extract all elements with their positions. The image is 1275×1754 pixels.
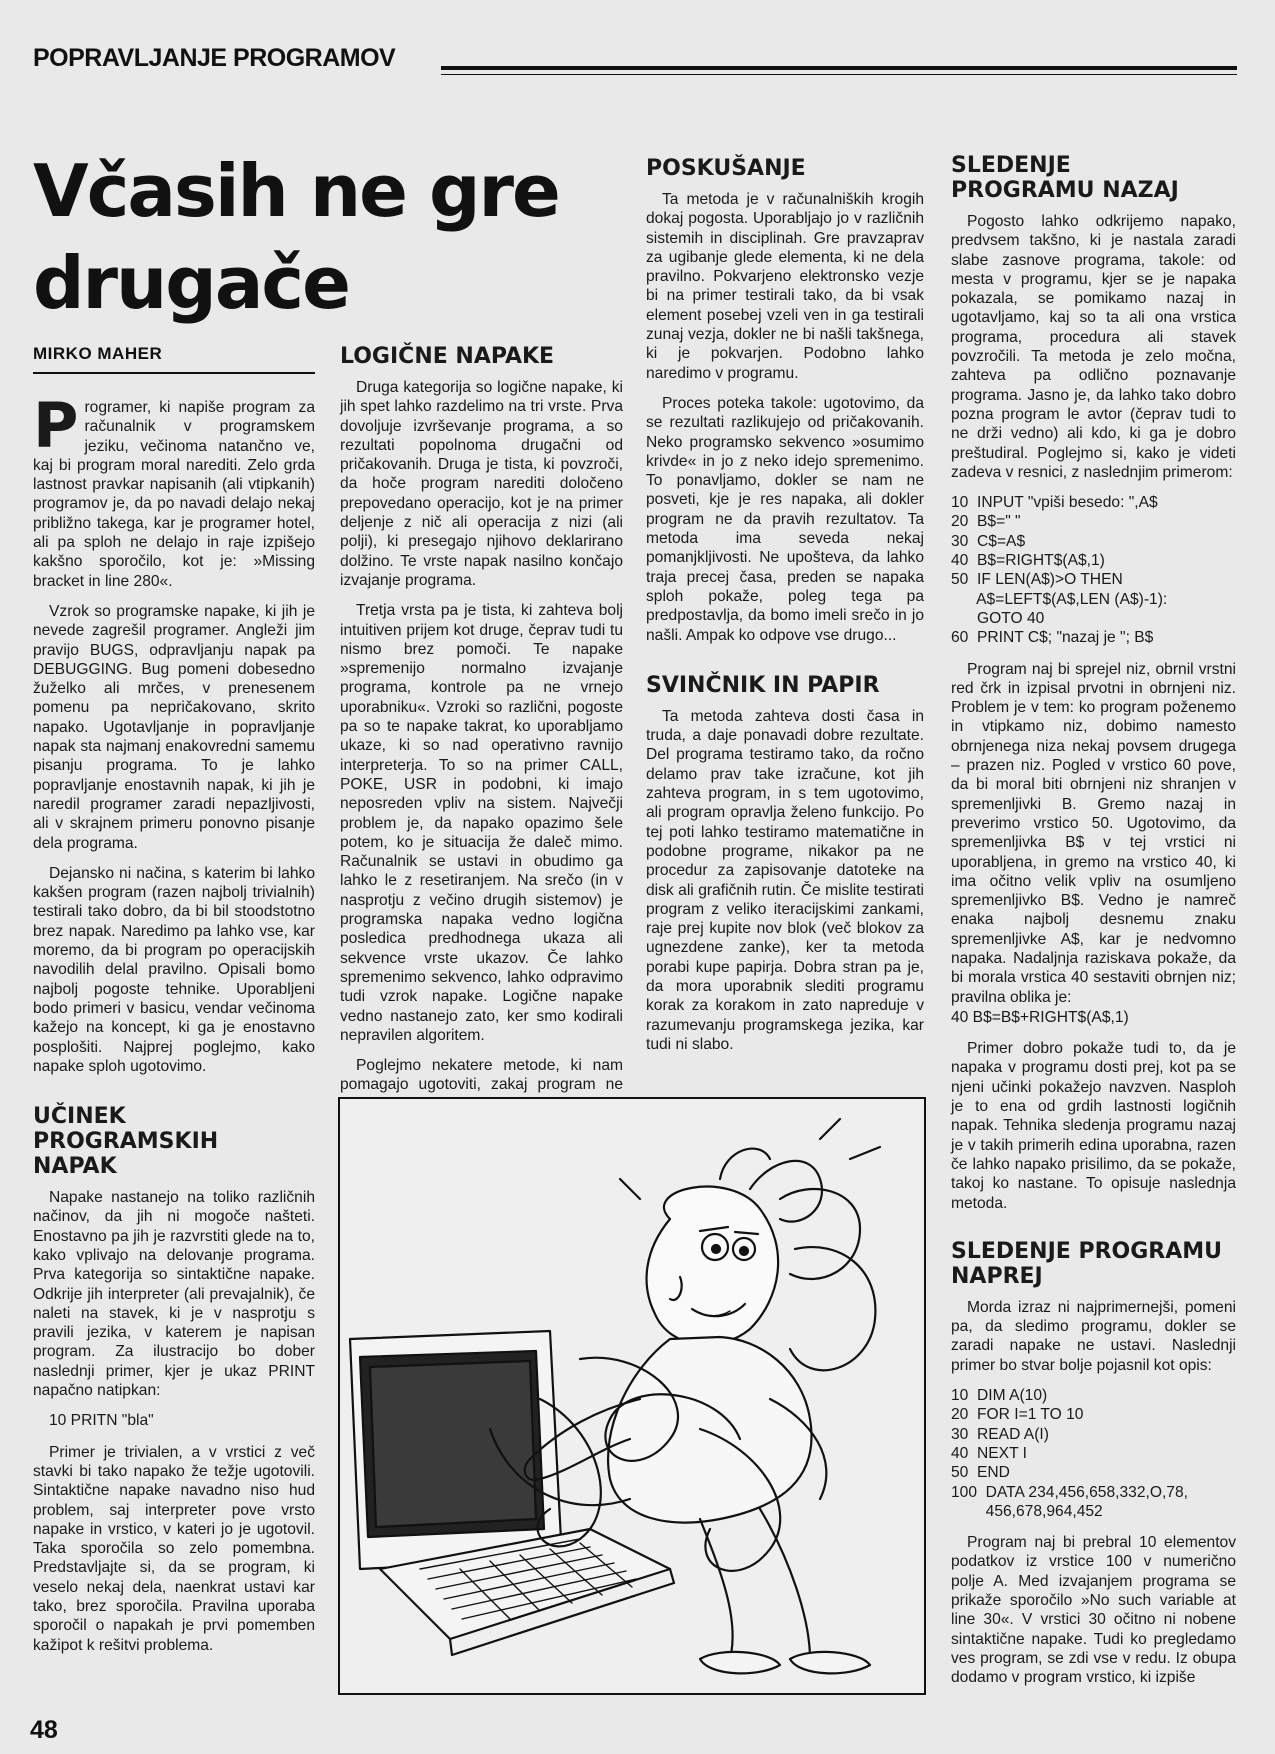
code-line: 60 PRINT C$; "nazaj je "; B$ (951, 629, 1154, 647)
code-line: 40 NEXT I (951, 1444, 1027, 1462)
section-header-rule (441, 66, 1237, 70)
code-line: 40 B$=RIGHT$(A$,1) (951, 552, 1105, 570)
code-line: 30 READ A(I) (951, 1425, 1049, 1443)
section-heading-nazaj: SLEDENJE PROGRAMU NAZAJ (951, 153, 1179, 203)
code-line: 50 END (951, 1464, 1010, 1482)
article-title: Včasih ne gre drugače (33, 149, 559, 325)
section-heading-svincnik: SVINČNIK IN PAPIR (646, 672, 880, 698)
column-4 (951, 153, 1236, 1698)
paragraph: Proces poteka takole: ugotovimo, da se rezultati razlikujejo od pričakovanih. Neko programsko sekvenco »osumimo krivde« in jo z neko idejo spremenimo. To ponavljamo, dokler se nam ne posveti, kje je res napaka, ali dokler program ne da pravih rezultatov. Ta metoda ima seveda nekaj pomanjkljivosti. Ne upošteva, da lahko traja precej časa, preden se napaka sploh pokaže, poleg tega pa predpostavlja, da bomo imeli srečo in jo našli. Ampak ko odpove vse drugo... (646, 394, 924, 644)
paragraph: Poglejmo nekatere metode, ki nam pomagajo ugotoviti, zakaj program ne (340, 1057, 623, 1094)
code-line: 20 FOR I=1 TO 10 (951, 1406, 1084, 1424)
code-example-fix: 40 B$=B$+RIGHT$(A$,1) (951, 1008, 1129, 1026)
paragraph: Program naj bi prebral 10 elementov podatkov iz vrstice 100 v numerično polje A. Med izvajanjem programa se prikaže sporočilo »No such variable at line 30«. V vrstici 30 očitno ni nobene sintaktične napake. Tudi ko pregledamo ves program, se zdi vse v redu. Iz obupa dodamo v program vrstico, ki izpiše (951, 1534, 1236, 1687)
paragraph: Napake nastanejo na toliko različnih načinov, da jih ni mogoče našteti. Enostavno pa jih je razvrstiti glede na to, kako vplivajo na delovanje programa. Prva kategorija so sintaktične napake. Odkrije jih interpreter (ali prevajalnik), če naleti na stavek, ki je v nasprotju s pravili jezika, v katerem je napisan program. Za ilustracijo bo dober naslednji primer, kjer je ukaz PRINT napačno natipkan: (33, 1189, 315, 1400)
section-header (33, 44, 1237, 78)
code-line: 20 B$=" " (951, 513, 1021, 531)
code-line: GOTO 40 (951, 609, 1045, 627)
column-3 (646, 156, 924, 1065)
code-line: 10 DIM A(10) (951, 1387, 1048, 1405)
paragraph: Ta metoda je v računalniških krogih dokaj pogosta. Uporabljajo jo v različnih sistemih in disciplinah. Gre pravzaprav za ugibanje glede elementa, ki ne dela pravilno. Pokvarjeno elektronsko vezje bi na primer testirali tako, da bi vsak element posebej vzeli ven in ga testirali zunaj vezja, dokler ne bi našli takšnega, ki je pokvarjen. Podobno lahko naredimo v programu. (646, 191, 924, 382)
author-byline: MIRKO MAHER (33, 344, 315, 374)
section-heading-ucinek: UČINEK PROGRAMSKIH NAPAK (33, 1104, 219, 1180)
column-1 (33, 389, 315, 1666)
column-2 (340, 344, 623, 1125)
code-line: 456,678,964,452 (951, 1502, 1103, 1520)
paragraph: Ta metoda zahteva dosti časa in truda, a daje ponavadi dobre rezultate. Del programa testiramo tako, da ročno delamo prav take izračune, kot jih zahteva program, in s tem ugotovimo, ali program opravlja želeno funkcijo. Po tej poti lahko testiramo matematične in podobne programe, nikakor pa ne procedur za zapisovanje datoteke na disk ali grafičnih rutin. Če mislite testirati program z veliko iteracijskimi zankami, raje prej kupite nov blok (več blokov za ugnezdene zanke), ker ta metoda porabi kupe papirja. Dobra stran pa je, da mora uporabnik slediti programu korak za korakom in zato napreduje v razumevanju programskega jezika, kar tudi ni slabo. (646, 707, 924, 1053)
paragraph: Program naj bi sprejel niz, obrnil vrstni red črk in izpisal prvotni in obrnjeni niz. Problem je v tem: ko program poženemo in vtipkamo niz, dobimo namesto obrnjenega niza nekaj povsem drugega – prazen niz. Pogled v vrstico 60 pove, da bi moral biti obrnjeni niz shranjen v spremenljivki B. Gremo nazaj in preverimo vrstico 50. Ugotovimo, da spremenljivka B$ v tej vrstici ni uporabljena, in gremo na vrstico 40, ki ima očitno velik vpliv na osumljeno spremenljivko B$. Vedno je namreč enaka najbolj desnemu znaku spremenljivke A$, kar je nedvomno napaka. Nadaljnja raziskava pokaže, da bi morala vrstica 40 sestaviti obrnjen niz; pravilna oblika je: (951, 660, 1236, 1006)
programmer-at-computer-illustration (340, 1099, 924, 1693)
code-example-pritn: 10 PRITN "bla" (49, 1412, 154, 1430)
code-line: 50 IF LEN(A$)>O THEN (951, 571, 1123, 589)
paragraph: Vzrok so programske napake, ki jih je nevede zagrešil programer. Angleži jim pravijo BUGS, odpravljanju napak pa DEBUGGING. Bug pomeni dobesedno žuželko ali mrčes, v prenesenem pomenu pa nepričakovano, skrito napako. Ugotavljanje in popravljanje napak sta najmanj enakovredni samemu pisanju programa. To je lahko popravljanje enostavnih napak, ki jih je naredil programer zaradi nepazljivosti, ali v skrajnem primeru ponovno pisanje dela programa. (33, 602, 315, 852)
page-number: 48 (30, 1716, 58, 1744)
paragraph: Primer dobro pokaže tudi to, da je napaka v programu dosti prej, kot pa se njeni učinki pokažejo navzven. Nasploh je to ena od grdih lastnosti logičnih napak. Tehnika sledenja programu nazaj je v takih primerih edina uporabna, razen če lahko napako prisilimo, da se pokaže, takoj ko nastane. To opisuje naslednja metoda. (951, 1040, 1236, 1212)
cartoon-illustration (338, 1097, 926, 1695)
section-heading-poskusanje: POSKUŠANJE (646, 156, 806, 181)
code-line: A$=LEFT$(A$,LEN (A$)-1): (951, 590, 1168, 608)
code-line: 10 INPUT "vpiši besedo: ",A$ (951, 494, 1158, 512)
section-header-text: POPRAVLJANJE PROGRAMOV (33, 44, 396, 72)
section-header-rule-thin (441, 74, 1237, 75)
paragraph: Druga kategorija so logične napake, ki jih spet lahko razdelimo na tri vrste. Prva dovoljuje izvrševanje programa, a so rezultati popolnoma drugačni od pričakovanih. Druga je tista, ki povzroči, da hoče program narediti določeno prepovedano operacijo, kot je na primer deljenje z nič ali operacija z nizi (ali polji), ki presegajo njihovo deklarirano dolžino. Te vrste napak nasilno končajo izvajanje programa. (340, 379, 623, 589)
paragraph: Tretja vrsta pa je tista, ki zahteva bolj intuitiven prijem kot druge, čeprav tudi tu nismo brez pomoči. Te napake »spremenijo normalno izvajanje programa, kontrole pa ne vrnejo uporabniku«. Vzroki so različni, pogoste pa so te napake takrat, ko uporabljamo ukaze, ki so nad operativno ravnijo interpreterja. To so na primer CALL, POKE, USR in podobni, ki imajo neposreden vpliv na sistem. Največji problem je, da napako opazimo šele potem, ko je situacija že daleč mimo. Računalnik se ustavi in obudimo ga lahko le z resetiranjem. Na srečo (in v nasprotju z večino drugih sistemov) je programska napaka vedno logična posledica predhodnega ukaza ali sekvence vrste ukazov. Če lahko spremenimo sekvenco, lahko odpravimo tudi vzrok napake. Logične napake vedno nastanejo zato, ker smo kodirali nepravilen algoritem. (340, 602, 623, 1044)
code-line: 100 DATA 234,456,658,332,O,78, (951, 1483, 1188, 1501)
code-example-data (951, 1386, 1236, 1521)
code-example-reverse (951, 493, 1236, 647)
section-heading-naprej: SLEDENJE PROGRAMU NAPREJ (951, 1238, 1223, 1289)
intro-paragraph: Programer, ki napiše program za računalnik v programskem jeziku, večinoma natančno ve, kaj bi program moral narediti. Zelo grda lastnost pravkar napisanih (ali vtipkanih) programov je, da po navadi delajo nekaj približno takega, kar je programer hotel, ali pa sploh ne delajo in raje izpišejo kakšno sporočilo, kot je: »Missing bracket in line 280«. (33, 389, 315, 590)
code-line: 30 C$=A$ (951, 532, 1026, 550)
paragraph: Pogosto lahko odkrijemo napako, predvsem takšno, ki je nastala zaradi slabe zasnove programa, takole: od mesta v programu, kjer se je napaka pokazala, se pomikamo nazaj in ugotavljamo, kaj so ta ali ona vrstica programa, procedura ali stavek povzročili. Ta metoda je zelo močna, zahteva pa odlično poznavanje programa. Jasno je, da lahko tako dobro pozna program le avtor (čeprav tudi to ne drži vedno) ali kdo, ki ga je dobro preštudiral. Poglejmo si, kako je videti zadeva v resnici, z naslednjim primerom: (951, 213, 1236, 481)
paragraph: Primer je trivialen, a v vrstici z več stavki bi tako napako že težje ugotovili. Sintaktične napake navadno niso hud problem, saj interpreter pove vrsto napake in vrstico, v kateri jo je ugotovil. Taka sporočila so zelo pomembna. Predstavljajte si, da se program, ki veselo nekaj dela, naenkrat ustavi kar tako, brez sporočila. Pravilna uporaba sporočil o napakah je prvi pomemben kažipot k rešitvi problema. (33, 1443, 315, 1654)
paragraph: Dejansko ni načina, s katerim bi lahko kakšen program (razen najbolj trivialnih) testirali tako dobro, da bi bil stoodstotno brez napak. Naredimo pa lahko vse, kar moremo, da bi program po operacijskih navodilih delal pravilno. Opisali bomo najbolj pogoste tehnike. Uporabljeni bodo primeri v basicu, vendar večinoma kažejo na koncept, ki ga je enostavno posplošiti. Najprej poglejmo, kako napake sploh ugotovimo. (33, 864, 315, 1075)
paragraph: Morda izraz ni najprimernejši, pomeni pa, da sledimo programu, dokler se zaradi napake ne ustavi. Naslednji primer bo stvar bolje pojasnil kot opis: (951, 1298, 1236, 1374)
drop-cap: P (33, 389, 79, 462)
section-heading-logicne: LOGIČNE NAPAKE (340, 344, 555, 369)
